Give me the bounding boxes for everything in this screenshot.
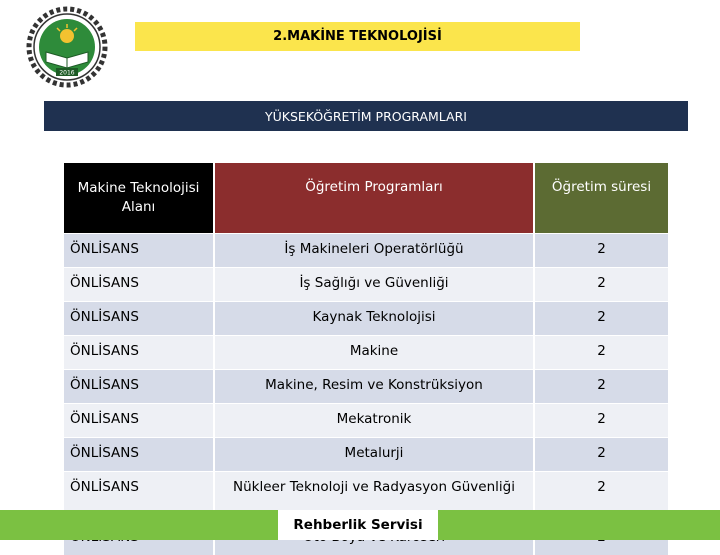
row-duration: 2: [534, 472, 668, 522]
table-row: [64, 370, 668, 404]
row-level: ÖNLİSANS: [64, 438, 214, 472]
row-level: ÖNLİSANS: [64, 268, 214, 302]
row-program: Kaynak Teknolojisi: [214, 302, 534, 336]
row-duration: 2: [534, 268, 668, 302]
row-program: Makine: [214, 336, 534, 370]
row-program: İş Sağlığı ve Güvenliği: [214, 268, 534, 302]
row-level: ÖNLİSANS: [64, 370, 214, 404]
row-program: Nükleer Teknoloji ve Radyasyon Güvenliği: [214, 472, 534, 522]
row-program: Metalurji: [214, 438, 534, 472]
row-duration: 2: [534, 302, 668, 336]
footer-label: Rehberlik Servisi: [278, 510, 438, 540]
row-duration: 2: [534, 404, 668, 438]
table-row: [64, 336, 668, 370]
section-title: YÜKSEKÖĞRETİM PROGRAMLARI: [44, 101, 688, 131]
table-row: [64, 438, 668, 472]
row-program: Mekatronik: [214, 404, 534, 438]
row-level: ÖNLİSANS: [64, 472, 214, 522]
table-row: [64, 234, 668, 268]
column-header-duration: Öğretim süresi: [534, 163, 668, 234]
table-row: [64, 302, 668, 336]
row-level: ÖNLİSANS: [64, 404, 214, 438]
column-header-area: Makine Teknolojisi Alanı: [64, 163, 214, 234]
table-header-row: [64, 163, 668, 234]
school-emblem-icon: [6, 6, 128, 88]
row-level: ÖNLİSANS: [64, 234, 214, 268]
row-level: ÖNLİSANS: [64, 302, 214, 336]
row-duration: 2: [534, 336, 668, 370]
table-row: [64, 404, 668, 438]
logo-year: 2016: [59, 70, 74, 77]
row-duration: 2: [534, 370, 668, 404]
row-duration: 2: [534, 438, 668, 472]
table-row: [64, 268, 668, 302]
programs-table: [64, 163, 668, 555]
row-duration: 2: [534, 234, 668, 268]
row-program: Makine, Resim ve Konstrüksiyon: [214, 370, 534, 404]
column-header-program: Öğretim Programları: [214, 163, 534, 234]
row-level: ÖNLİSANS: [64, 336, 214, 370]
row-program: İş Makineleri Operatörlüğü: [214, 234, 534, 268]
page-title: 2.MAKİNE TEKNOLOJİSİ: [135, 22, 580, 51]
